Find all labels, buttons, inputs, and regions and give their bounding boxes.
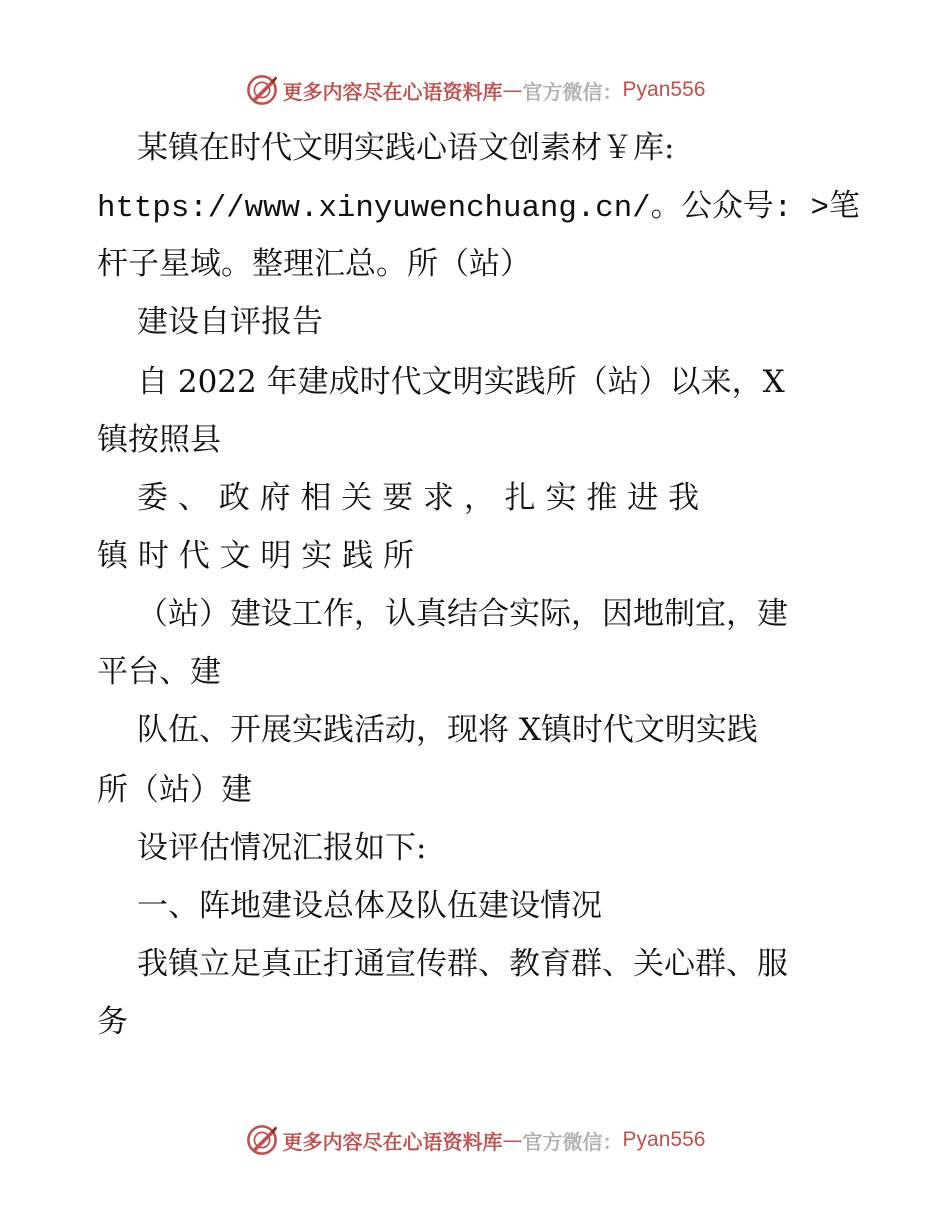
pen-logo-icon (245, 1123, 279, 1157)
body-line-12: 所（站）建 (97, 772, 252, 808)
body-line-5: 自 2022 年建成时代文明实践所（站）以来，X (137, 364, 785, 400)
body-line-16: 务 (97, 1004, 128, 1040)
header-wechat-id: Pyan556 (622, 78, 706, 101)
body-line-2-text: https://www.xinyuwenchuang.cn/。公众号: >笔 (97, 191, 860, 226)
footer-dash: — (502, 1128, 523, 1152)
header-dash: — (502, 78, 523, 102)
footer-site-text: 更多内容尽在心语资料库 (282, 1129, 503, 1154)
body-line-8: 镇 时 代 文 明 实 践 所 (97, 538, 414, 574)
body-line-2 (97, 186, 860, 226)
body-line-14: 一、阵地建设总体及队伍建设情况 (137, 888, 602, 924)
footer-wechat-id: Pyan556 (622, 1128, 706, 1151)
pen-logo-icon (245, 73, 279, 107)
body-line-9: （站）建设工作，认真结合实际，因地制宜，建 (137, 596, 788, 632)
body-line-1: 某镇在时代文明实践心语文创素材￥库: (137, 130, 675, 166)
footer-wechat-label: 官方微信： (522, 1129, 623, 1154)
body-line-4: 建设自评报告 (137, 304, 323, 340)
body-line-6: 镇按照县 (97, 422, 221, 458)
body-line-13: 设评估情况汇报如下: (137, 830, 427, 866)
header-banner (0, 70, 950, 110)
footer-banner (0, 1120, 950, 1160)
header-site-text: 更多内容尽在心语资料库 (282, 79, 503, 104)
body-line-7: 委 、 政 府 相 关 要 求 ， 扎 实 推 进 我 (137, 480, 700, 516)
body-line-11: 队伍、开展实践活动，现将 X镇时代文明实践 (137, 712, 758, 748)
body-line-3: 杆子星域。整理汇总。所（站） (97, 246, 531, 282)
body-line-10: 平台、建 (97, 654, 221, 690)
body-line-15: 我镇立足真正打通宣传群、教育群、关心群、服 (137, 946, 788, 982)
header-wechat-label: 官方微信： (522, 79, 623, 104)
